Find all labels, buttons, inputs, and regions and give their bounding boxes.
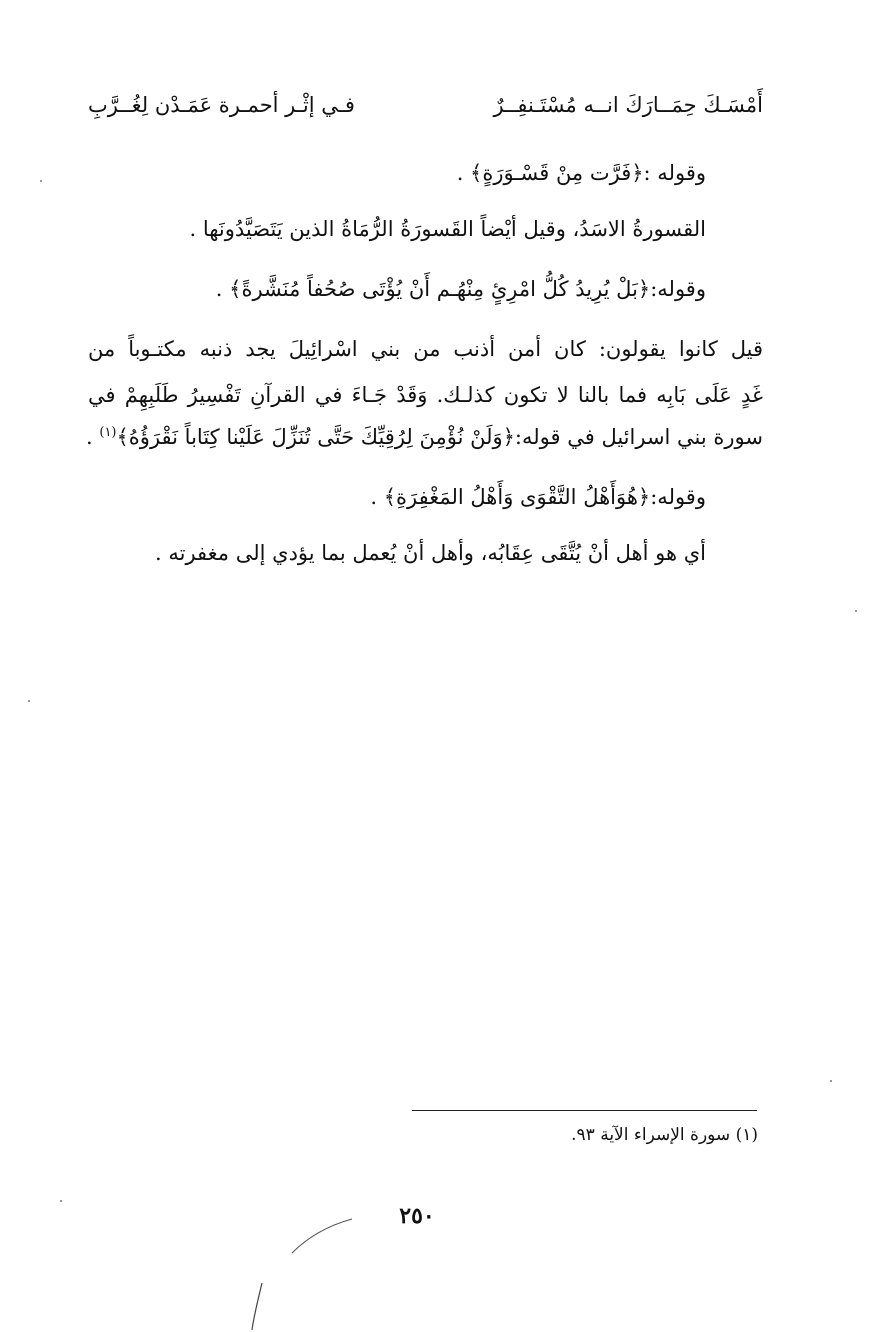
verse-right-hemistich: أَمْسَـكَ حِمَــارَكَ انــه مُسْتَـنفِــرٌ	[493, 93, 763, 117]
verse-left-hemistich: فـي إثْـر أحمـرة عَمَـدْن لِغُــرَّبِ	[88, 93, 355, 117]
text-line-2: القسورةُ الاسَدُ، وقيل أيْضاً القَسورَةُ الرُّمَاةُ الذين يَتَصَيَّدُونَها .	[189, 217, 706, 241]
footnote-text: (١) سورة الإسراء الآية ٩٣.	[571, 1125, 758, 1145]
paragraph-line-2: غَدٍ عَلَى بَابِه فما بالنا لا تكون كذلـك. وَقَدْ جَـاءَ في القرآنِ تَفْسِيرُ طَلَبِهِمْ في	[88, 383, 763, 407]
footnote-separator	[412, 1110, 757, 1111]
quran-quote-line: سورة بني اسرائيل في قوله:﴿وَلَنْ نُؤْمِنَ لِرُقِيِّكَ حَتَّى تُنَزِّلَ عَلَيْنا كِتَاباً نَقْرَؤُهُ﴾	[116, 425, 763, 449]
text-line-1: وقوله :﴿فَرَّت مِنْ قَسْـوَرَةٍ﴾ .	[456, 161, 706, 185]
text-line-5: أي هو أهل أنْ يُتَّقَى عِقَابُه، وأهل أنْ يُعمل بما يؤدي إلى مغفرته .	[155, 541, 706, 565]
paragraph-line-3	[88, 420, 763, 454]
line-end-period: .	[86, 425, 100, 449]
stray-pen-mark	[240, 1215, 360, 1332]
text-line-3: وقوله:﴿بَلْ يُرِيدُ كُلُّ امْرِئٍ مِنْهُـم أَنْ يُؤْتَى صُحُفاً مُنَشَّرةً﴾ .	[215, 277, 706, 301]
poetry-verse	[88, 88, 763, 122]
page-number: ٢٥٠	[399, 1203, 435, 1229]
footnote-reference: (١)	[99, 425, 117, 440]
text-line-4: وقوله:﴿هُوَأَهْلُ التَّقْوَى وَأَهْلُ المَغْفِرَةِ﴾ .	[370, 485, 706, 509]
paragraph-line-1: قيل كانوا يقولون: كان أمن أذنب من بني اسْرائِيلَ يجد ذنبه مكتـوباً من	[88, 337, 763, 361]
